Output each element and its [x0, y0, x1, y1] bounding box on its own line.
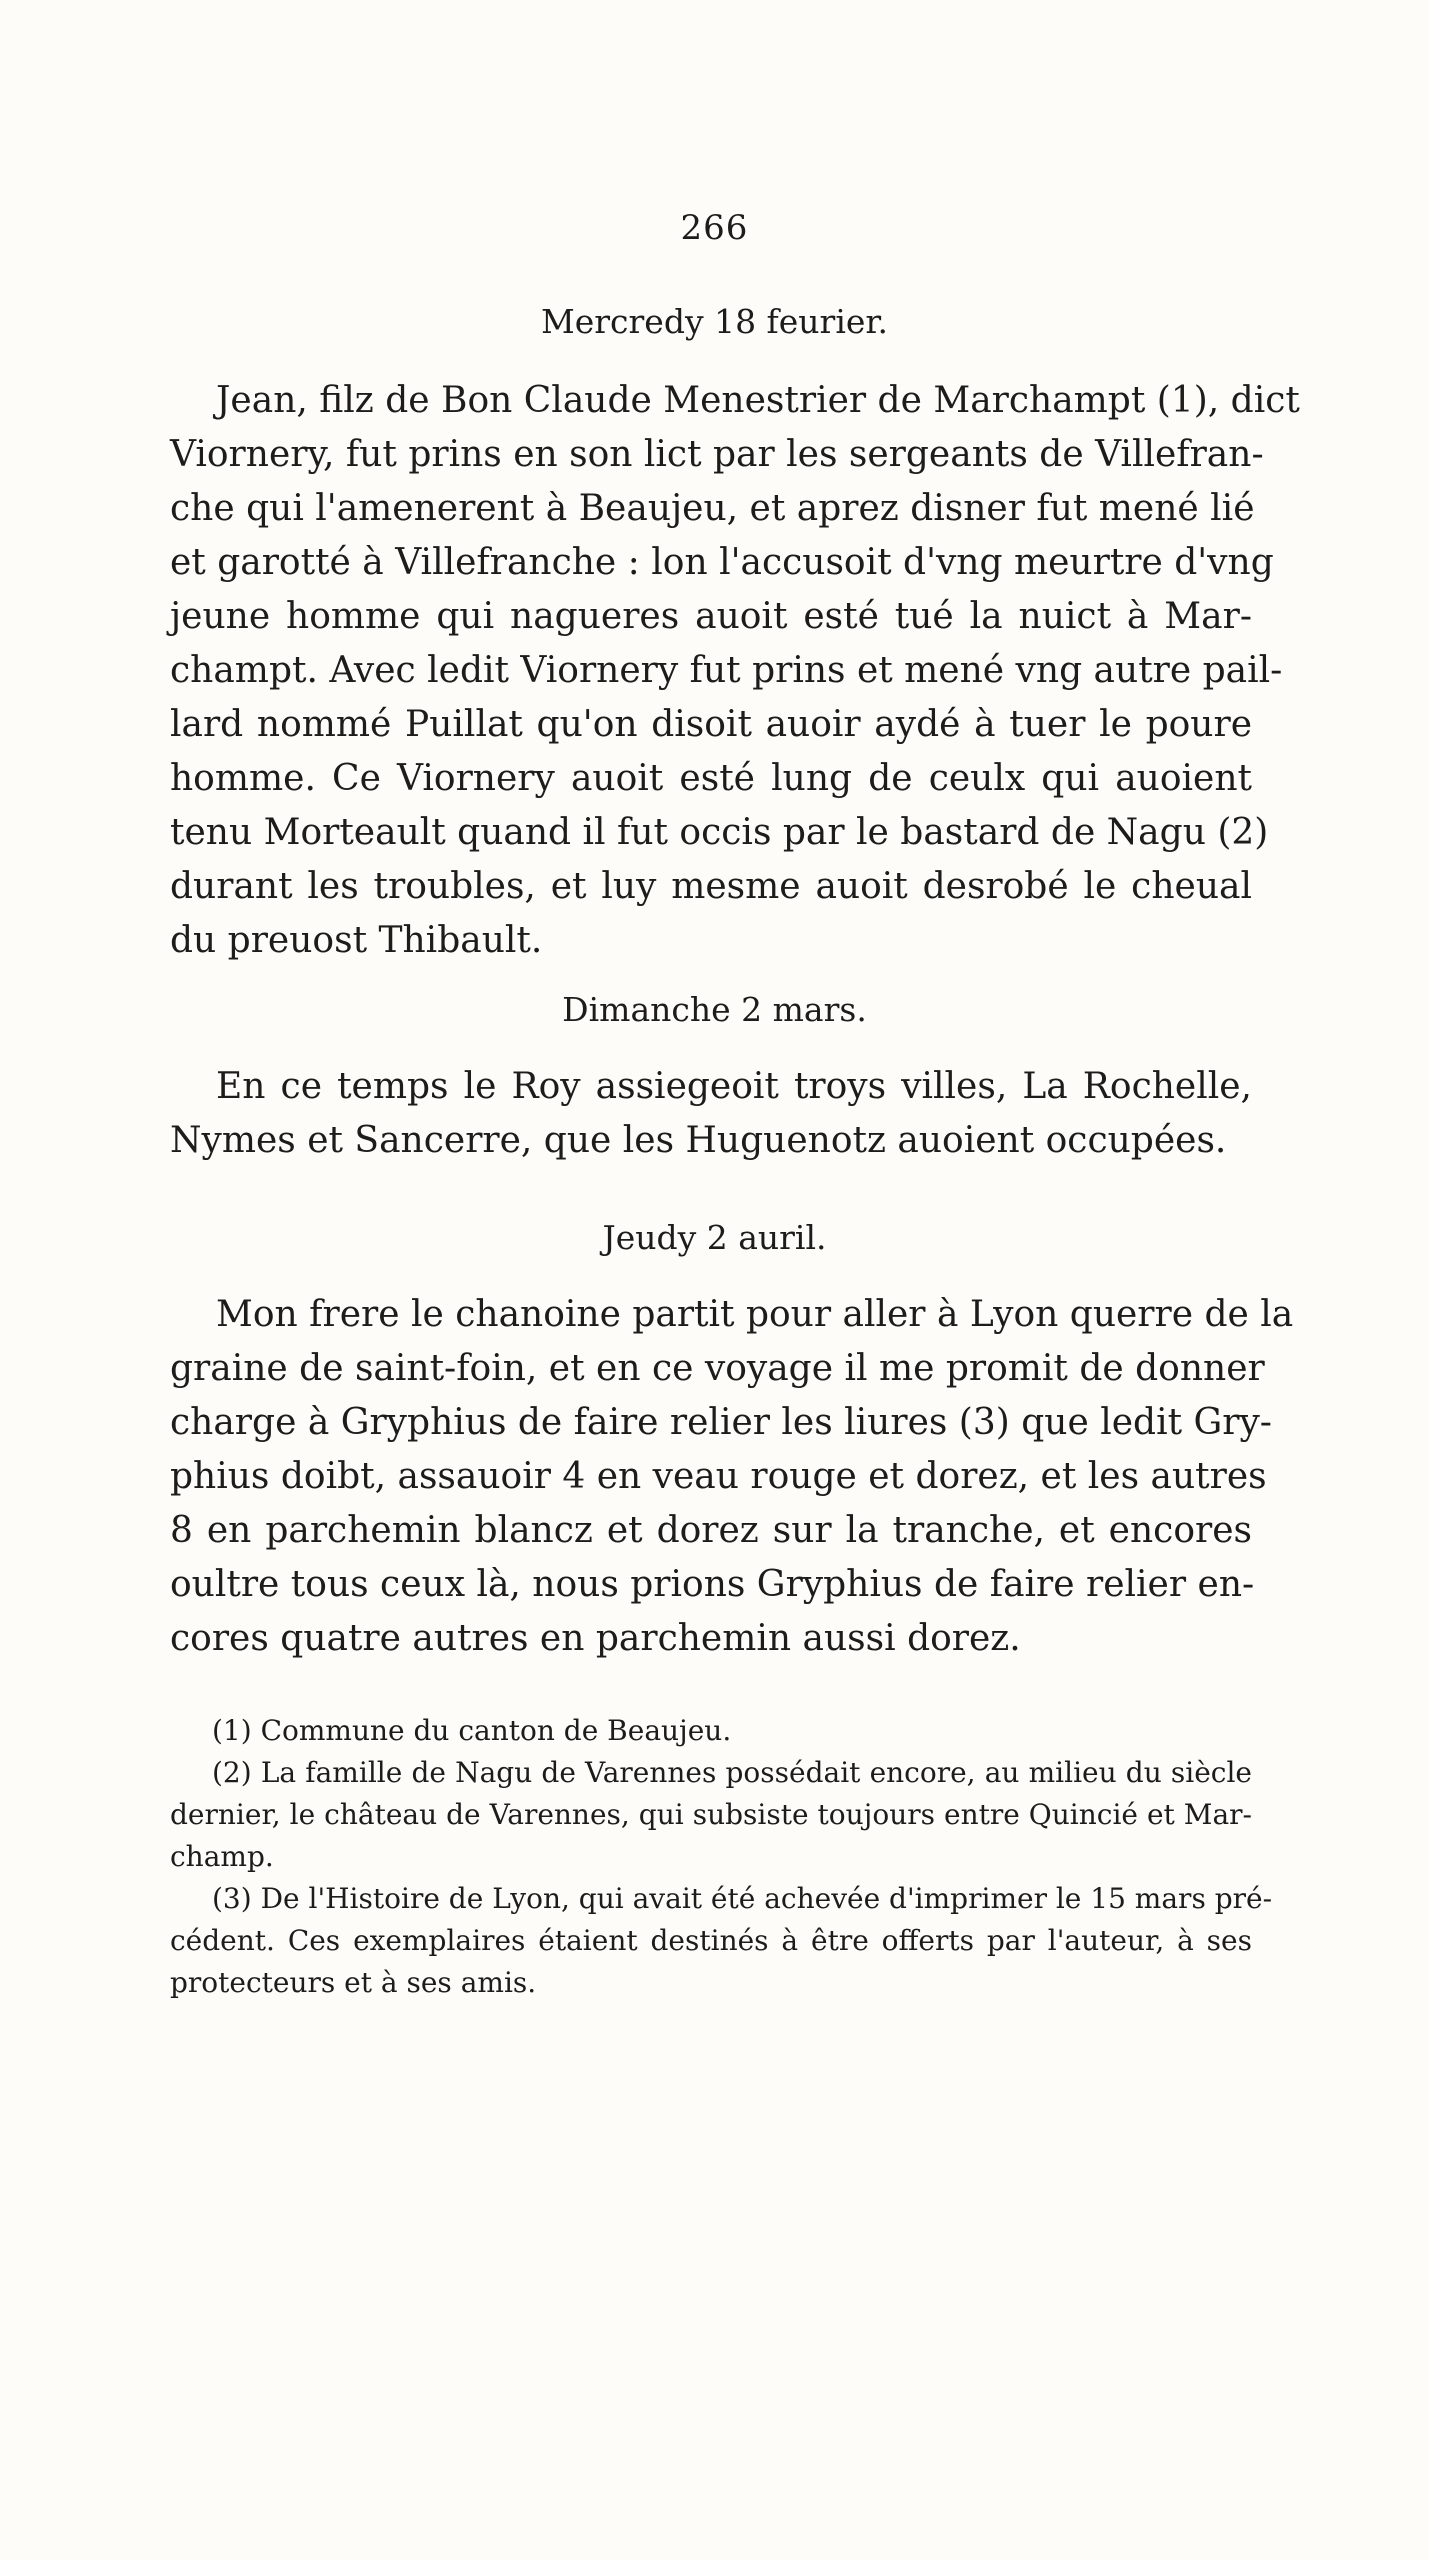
entry-paragraph-mercredy — [170, 374, 1300, 968]
paragraph-line: Viornery, fut prins en son lict par les sergeants de Villefran- — [170, 434, 1264, 475]
entry-paragraph-jeudy — [170, 1288, 1294, 1666]
paragraph-line: jeune homme qui nagueres auoit esté tué la nuict à Mar- — [170, 596, 1252, 637]
paragraph-line: Jean, filz de Bon Claude Menestrier de Marchampt (1), dict — [216, 380, 1300, 421]
footnote-line: cédent. Ces exemplaires étaient destinés à être offerts par l'auteur, à ses — [170, 1924, 1252, 1957]
footnote-line: (3) De l'Histoire de Lyon, qui avait été achevée d'imprimer le 15 mars pré- — [212, 1882, 1273, 1915]
paragraph-line: 8 en parchemin blancz et dorez sur la tranche, et encores — [170, 1510, 1252, 1551]
paragraph-line: charge à Gryphius de faire relier les liures (3) que ledit Gry- — [170, 1402, 1272, 1443]
paragraph-line: cores quatre autres en parchemin aussi dorez. — [170, 1618, 1021, 1659]
page-number: 266 — [680, 208, 749, 248]
paragraph-line: champt. Avec ledit Viornery fut prins et mené vng autre pail- — [170, 650, 1283, 691]
paragraph-line: lard nommé Puillat qu'on disoit auoir aydé à tuer le poure — [170, 704, 1252, 745]
paragraph-line: che qui l'amenerent à Beaujeu, et aprez disner fut mené lié — [170, 488, 1255, 529]
entry-heading-dimanche: Dimanche 2 mars. — [562, 990, 867, 1029]
entry-heading-mercredy: Mercredy 18 feurier. — [540, 302, 889, 341]
footnotes — [170, 1710, 1273, 2004]
paragraph-line: tenu Morteault quand il fut occis par le bastard de Nagu (2) — [170, 812, 1269, 853]
paragraph-line: durant les troubles, et luy mesme auoit desrobé le cheual — [170, 866, 1252, 907]
paragraph-line: Nymes et Sancerre, que les Huguenotz auoient occupées. — [170, 1120, 1227, 1161]
footnote-line: (2) La famille de Nagu de Varennes possédait encore, au milieu du siècle — [212, 1756, 1252, 1789]
paragraph-line: graine de saint-foin, et en ce voyage il me promit de donner — [170, 1348, 1265, 1389]
footnote-line: champ. — [170, 1840, 274, 1873]
entry-heading-jeudy: Jeudy 2 auril. — [602, 1218, 827, 1257]
footnote-line: dernier, le château de Varennes, qui subsiste toujours entre Quincié et Mar- — [170, 1798, 1252, 1831]
entry-paragraph-dimanche — [170, 1060, 1252, 1168]
footnote-line: (1) Commune du canton de Beaujeu. — [212, 1714, 732, 1747]
paragraph-line: En ce temps le Roy assiegeoit troys villes, La Rochelle, — [216, 1066, 1252, 1107]
paragraph-line: phius doibt, assauoir 4 en veau rouge et dorez, et les autres — [170, 1456, 1267, 1497]
paragraph-line: oultre tous ceux là, nous prions Gryphius de faire relier en- — [170, 1564, 1255, 1605]
paragraph-line: et garotté à Villefranche : lon l'accusoit d'vng meurtre d'vng — [170, 542, 1274, 583]
paragraph-line: Mon frere le chanoine partit pour aller à Lyon querre de la — [216, 1294, 1294, 1335]
paragraph-line: homme. Ce Viornery auoit esté lung de ceulx qui auoient — [170, 758, 1252, 799]
footnote-line: protecteurs et à ses amis. — [170, 1966, 537, 1999]
paragraph-line: du preuost Thibault. — [170, 920, 543, 961]
